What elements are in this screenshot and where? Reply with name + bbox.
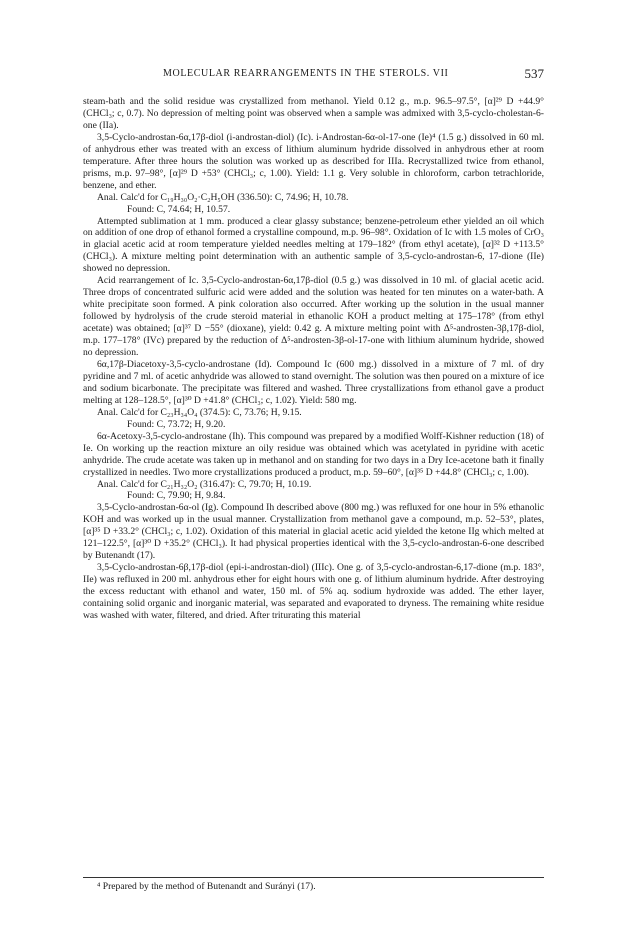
paragraph: 3,5-Cyclo-androstan-6α,17β-diol (i-androstan-diol) (Ic). i-Androstan-6α-ol-17-one (Ie)⁴ (1.5 g.) dissolved in 60 ml. of anhydrous ether was treated with an excess of lithium aluminum hydride dissolved in anhydrous ether at room temperature. After three hours the solution was worked up as described for IIIa. Recrystallized twice from ethanol, prisms, m.p. 97–98°, [α]²⁹ D +53° (CHCl₃; c, 1.00). Yield: 1.1 g. Very soluble in chloroform, carbon tetrachloride, benzene, and ether. bbox=[83, 131, 544, 191]
analysis-calculated: Anal. Calc'd for C₁₉H₃₀O₂·C₂H₅OH (336.50): C, 74.96; H, 10.78. bbox=[97, 191, 349, 203]
paragraph: 3,5-Cyclo-androstan-6β,17β-diol (epi-i-androstan-diol) (IIIc). One g. of 3,5-cyclo-androstan-6,17-dione (m.p. 183°, IIe) was refluxed in 200 ml. anhydrous ether for eight hours with one g. of lithium aluminum hydride. After destroying the excess reductant with ethanol and water, 150 ml. of 5% aq. sodium hydroxide was added. The ether layer, containing solid organic and inorganic material, was separated and evaporated to dryness. The remaining white residue was washed with water, filtered, and dried. After triturating this material bbox=[83, 562, 544, 621]
footnote: ⁴ Prepared by the method of Butenandt and Surányi (17). bbox=[97, 881, 316, 892]
footnote-rule bbox=[83, 877, 544, 878]
page-number: 537 bbox=[524, 66, 544, 81]
body-text bbox=[83, 96, 544, 622]
analysis-found: Found: C, 73.72; H, 9.20. bbox=[127, 418, 226, 430]
analysis-calculated: Anal. Calc'd for C₂₁H₃₂O₂ (316.47): C, 79.70; H, 10.19. bbox=[97, 478, 312, 490]
paragraph: 6α,17β-Diacetoxy-3,5-cyclo-androstane (Id). Compound Ic (600 mg.) dissolved in a mixture of 7 ml. of dry pyridine and 7 ml. of acetic anhydride was allowed to stand overnight. The solution was then poured on a mixture of ice and sodium bicarbonate. The precipitate was filtered and washed. Three crystallizations from ethanol gave a product melting at 128–128.5°, [α]³⁰ D +41.8° (CHCl₃; c, 1.02). Yield: 580 mg. bbox=[83, 358, 545, 406]
analysis-calculated: Anal. Calc'd for C₂₃H₃₄O₄ (374.5): C, 73.76; H, 9.15. bbox=[97, 406, 302, 418]
analysis-found: Found: C, 74.64; H, 10.57. bbox=[127, 203, 231, 215]
paragraph: steam-bath and the solid residue was crystallized from methanol. Yield 0.12 g., m.p. 96.5–97.5°, [α]²⁹ D +44.9° (CHCl₃; c, 0.7). No depression of melting point was observed when a sample was admixed with 3,5-cyclo-cholestan-6-one (IIa). bbox=[83, 96, 544, 131]
paragraph: Attempted sublimation at 1 mm. produced a clear glassy substance; benzene-petroleum ether yielded an oil which on addition of one drop of ethanol formed a crystalline compound, m.p. 96–98°. Oxidation of Ic with 1.5 moles of CrO₃ in glacial acetic acid at room temperature yielded needles melting at 179–182° (from ethyl acetate), [α]³² D +113.5° (CHCl₃). A mixture melting point determination with an authentic sample of 3,5-cyclo-androstan-6, 17-dione (IIe) showed no depression. bbox=[83, 215, 544, 275]
analysis-found: Found: C, 79.90; H, 9.84. bbox=[127, 490, 226, 502]
paragraph: Acid rearrangement of Ic. 3,5-Cyclo-androstan-6α,17β-diol (0.5 g.) was dissolved in 10 ml. of glacial acetic acid. Three drops of concentrated sulfuric acid were added and the solution was heated for ten minutes on a water-bath. A white precipitate soon formed. A pink coloration also occurred. After working up the solution in the usual manner followed by hydrolysis of the crude steroid material in ethanolic KOH a product melting at 175–178° (from ethyl acetate) was obtained; [α]³⁷ D −55° (dioxane), yield: 0.42 g. A mixture melting point with Δ⁵-androsten-3β,17β-diol, m.p. 177–178° (IVc) prepared by the reduction of Δ⁵-androsten-3β-ol-17-one with lithium aluminum hydride, showed no depression. bbox=[83, 275, 544, 359]
paragraph: 6α-Acetoxy-3,5-cyclo-androstane (Ih). This compound was prepared by a modified Wolff-Kishner reduction (18) of Ie. On working up the reaction mixture an oily residue was obtained which was acetylated in pyridine with acetic anhydride. The crude acetate was taken up in methanol and on standing for two days in a Dry Ice-acetone bath it finally crystallized in needles. Two more crystallizations produced a product, m.p. 59–60°, [α]³⁵ D +44.8° (CHCl₃; c, 1.00). bbox=[83, 430, 544, 478]
paragraph: 3,5-Cyclo-androstan-6α-ol (Ig). Compound Ih described above (800 mg.) was refluxed for one hour in 5% ethanolic KOH and was worked up in the usual manner. Crystallization from methanol gave a compound, m.p. 52–53°, plates, [α]³⁵ D +33.2° (CHCl₃; c, 1.02). Oxidation of this material in glacial acetic acid yielded the ketone IIg which melted at 121–122.5°, [α]³⁰ D +35.2° (CHCl₃). It had physical properties identical with the 3,5-cyclo-androstan-6-one described by Butenandt (17). bbox=[83, 502, 544, 562]
running-head: MOLECULAR REARRANGEMENTS IN THE STEROLS. VII bbox=[163, 68, 449, 79]
page-header bbox=[83, 66, 544, 82]
